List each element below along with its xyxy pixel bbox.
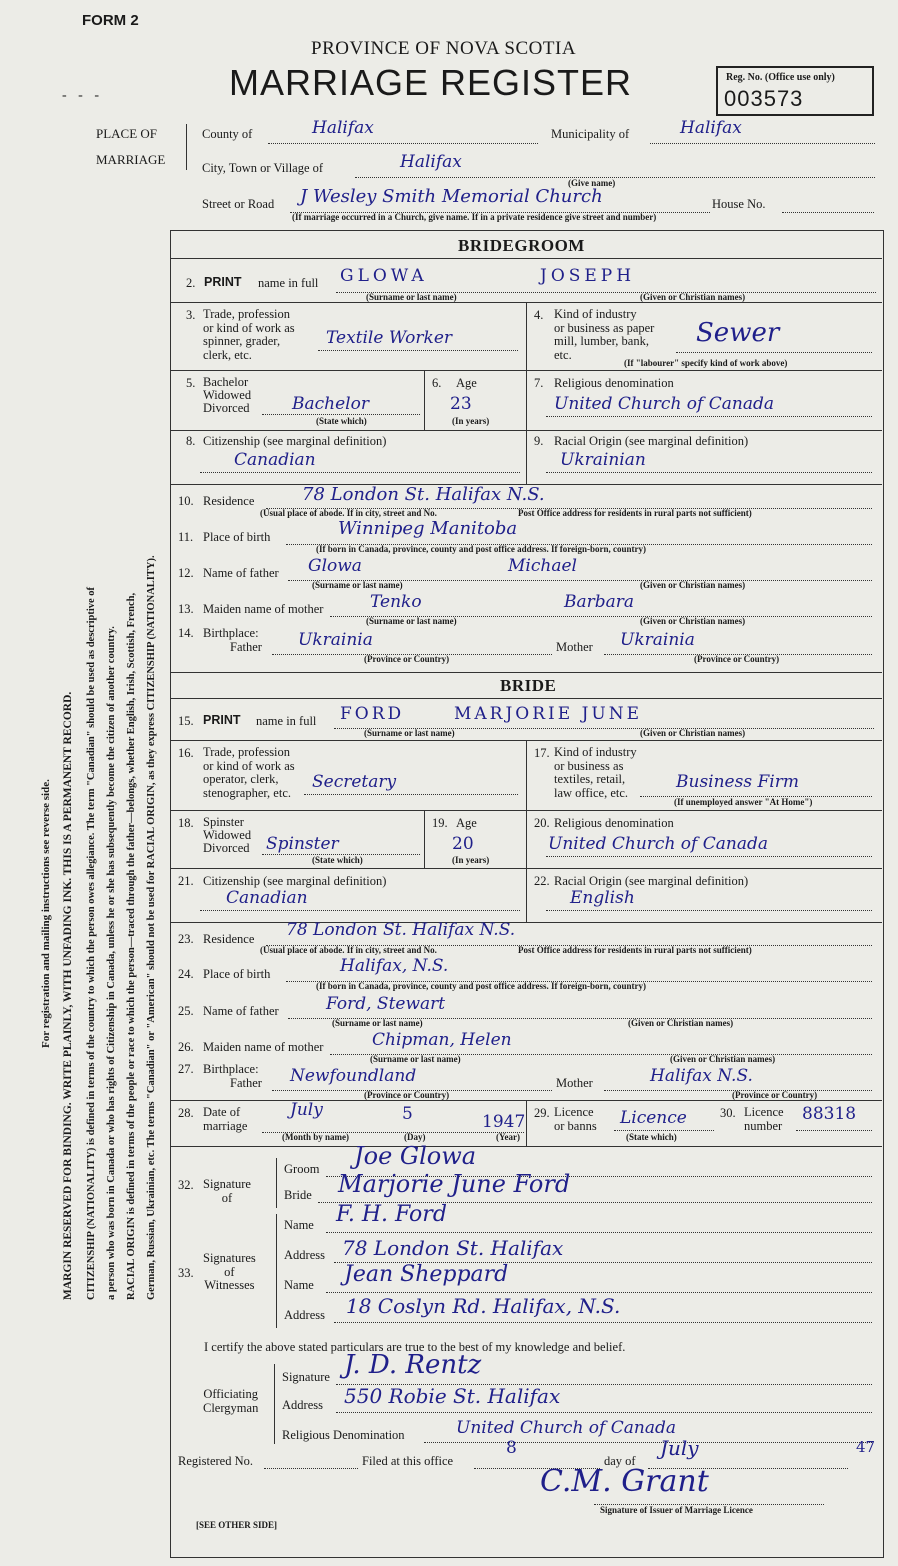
groom-print-label: PRINT (204, 275, 242, 289)
bride-industry: Business Firm (676, 772, 799, 792)
bride-ind-l3: textiles, retail, (554, 772, 626, 786)
bride-n26: 26. (178, 1040, 194, 1054)
w2-address-line (334, 1322, 872, 1323)
groom-given-hint: (Given or Christian names) (640, 292, 746, 302)
vrule-21 (526, 868, 527, 922)
groom-industry-line (676, 352, 872, 353)
groom-n4: 4. (534, 308, 544, 322)
filed-day: 8 (506, 1438, 517, 1458)
groom-mother-given: Barbara (564, 592, 635, 612)
bride-marital-label (203, 816, 251, 855)
city-hint: (Give name) (568, 178, 616, 188)
bride-trade-l3: operator, clerk, (203, 772, 279, 786)
groom-surname-hint: (Surname or last name) (366, 292, 457, 302)
groom-years-hint: (In years) (452, 416, 490, 426)
clergy-religion-label: Religious Denomination (282, 1428, 405, 1442)
groom-ind-l1: Kind of industry (554, 307, 637, 321)
bride-n22: 22. (534, 874, 550, 888)
clergy-signature: J. D. Rentz (344, 1350, 482, 1380)
bride-n20: 20. (534, 816, 550, 830)
marriage-n30: 30. (720, 1106, 736, 1120)
bride-mother: Chipman, Helen (372, 1030, 512, 1050)
groom-header-rule (171, 258, 882, 259)
bride-n23: 23. (178, 932, 194, 946)
clergy-sig-label: Signature (282, 1370, 330, 1384)
bride-name-label: name in full (256, 714, 317, 728)
bride-racial-line (546, 910, 872, 911)
groom-industry: Sewer (696, 318, 780, 348)
bride-given: MARJORIE JUNE (454, 704, 642, 724)
bride-n21: 21. (178, 874, 194, 888)
issuer-label: Signature of Issuer of Marriage Licence (600, 1505, 753, 1515)
groom-mother-given-hint: (Given or Christian names) (640, 616, 746, 626)
witness1-name: F. H. Ford (336, 1202, 447, 1227)
groom-birth: Winnipeg Manitoba (338, 518, 518, 539)
bride-ind-l1: Kind of industry (554, 745, 637, 759)
sig-l2: of (221, 1190, 233, 1205)
bride-father-bp-label: Father (230, 1076, 262, 1090)
groom-signature: Joe Glowa (354, 1142, 477, 1170)
groom-racial-line (546, 472, 872, 473)
groom-n9: 9. (534, 434, 544, 448)
sig-n32: 32. (178, 1178, 194, 1192)
filed-year: 47 (856, 1438, 876, 1456)
groom-trade: Textile Worker (326, 328, 453, 348)
vrule-5b (526, 370, 527, 430)
vrule-8 (526, 430, 527, 484)
clergy-religion-line (424, 1442, 872, 1443)
registration-number: 003573 (724, 86, 804, 111)
bride-residence-label: Residence (203, 932, 255, 946)
bride-citizenship-label: Citizenship (see marginal definition) (203, 874, 387, 888)
groom-citizenship-line (200, 472, 520, 473)
margin-binding-note: MARGIN RESERVED FOR BINDING. WRITE PLAINLY, WITH UNFADING INK. THIS IS A PERMANENT RECORD. (62, 691, 74, 1300)
witness-bracket (276, 1214, 277, 1328)
off-l1: Officiating (203, 1387, 258, 1401)
groom-birthplace-label: Birthplace: (203, 626, 259, 640)
groom-ind-l2: or business as paper (554, 320, 655, 335)
bride-marital: Spinster (266, 834, 339, 854)
sig-label (203, 1178, 251, 1205)
bride-print-label: PRINT (203, 713, 241, 727)
bride-trade-line (304, 794, 518, 795)
groom-sig-label: Groom (284, 1162, 320, 1176)
bride-top-rule (171, 672, 882, 673)
groom-n13: 13. (178, 602, 194, 616)
street-value: J Wesley Smith Memorial Church (300, 186, 603, 207)
bride-trade-l1: Trade, profession (203, 745, 291, 759)
sig-l1: Signature (203, 1177, 251, 1191)
bride-birth-label: Place of birth (203, 967, 271, 981)
licence-number: 88318 (802, 1104, 857, 1124)
bride-father-bp-hint: (Province or Country) (364, 1090, 450, 1100)
form-title: MARRIAGE REGISTER (229, 62, 633, 103)
bride-age-label: Age (456, 816, 477, 830)
marriage-n28: 28. (178, 1106, 194, 1120)
bride-father-surname-hint: (Surname or last name) (332, 1018, 423, 1028)
bride-mother-surname-hint: (Surname or last name) (370, 1054, 461, 1064)
groom-trade-l4: clerk, etc. (203, 347, 252, 362)
groom-marital-label (203, 376, 251, 415)
house-no-label: House No. (712, 197, 766, 211)
bride-surname-hint: (Surname or last name) (364, 728, 455, 738)
margin-marks: - - - (62, 88, 103, 103)
groom-n5: 5. (186, 376, 196, 390)
groom-residence: 78 London St. Halifax N.S. (302, 484, 545, 505)
bride-trade-l2: or kind of work as (203, 758, 295, 773)
see-other-side: [SEE OTHER SIDE] (196, 1520, 278, 1530)
groom-religion-label: Religious denomination (554, 376, 674, 390)
bride-section-title: BRIDE (500, 676, 557, 695)
groom-racial: Ukrainian (560, 450, 646, 470)
bride-marital-l2: Widowed (203, 828, 252, 842)
bride-father-bp: Newfoundland (290, 1066, 417, 1086)
licence-state-hint: (State which) (626, 1132, 677, 1142)
groom-mother-label: Maiden name of mother (203, 602, 324, 616)
groom-father-surname: Glowa (308, 556, 362, 576)
rule-23 (171, 922, 882, 923)
wit-l2: of (224, 1264, 235, 1279)
bride-years-hint: (In years) (452, 855, 490, 865)
vrule-16 (526, 740, 527, 810)
vrule-5a (424, 370, 425, 430)
witness2-name: Jean Sheppard (344, 1262, 509, 1287)
vrule-28 (526, 1100, 527, 1146)
place-label-2: MARRIAGE (96, 152, 166, 167)
bride-birth: Halifax, N.S. (340, 956, 449, 976)
licence-label (554, 1106, 597, 1133)
bride-industry-hint: (If unemployed answer "At Home") (674, 797, 813, 807)
bride-age: 20 (452, 834, 474, 854)
groom-n2: 2. (186, 276, 196, 290)
groom-trade-l3: spinner, grader, (203, 334, 281, 348)
municipality-label: Municipality of (551, 127, 630, 141)
w2-name-line (326, 1292, 872, 1293)
margin-instructions: For registration and mailing instructions see reverse side. (40, 779, 52, 1048)
licence-l1: Licence (554, 1105, 594, 1119)
licence-l2: or banns (554, 1118, 597, 1133)
sig-n33: 33. (178, 1266, 194, 1280)
groom-n6: 6. (432, 376, 442, 390)
bride-n27: 27. (178, 1062, 194, 1076)
registered-label: Registered No. (178, 1454, 253, 1468)
clergy-bracket (274, 1364, 275, 1444)
bride-religion: United Church of Canada (548, 834, 768, 854)
bride-mother-given-hint: (Given or Christian names) (670, 1054, 776, 1064)
groom-religion-line (546, 416, 872, 417)
marriage-month-hint: (Month by name) (282, 1132, 349, 1142)
bride-trade: Secretary (312, 772, 397, 792)
clergy-address: 550 Robie St. Halifax (344, 1384, 561, 1408)
groom-age: 23 (450, 394, 472, 414)
licence-line (614, 1130, 714, 1131)
marriage-date-label (203, 1106, 247, 1133)
bride-mother-bp: Halifax N.S. (650, 1066, 753, 1086)
groom-n7: 7. (534, 376, 544, 390)
marriage-year: 1947 (482, 1112, 526, 1132)
marriage-date-l1: Date of (203, 1105, 241, 1119)
groom-marital-l1: Bachelor (203, 375, 249, 389)
wit-l3: Witnesses (204, 1278, 255, 1292)
groom-mother-bp: Ukrainia (620, 630, 695, 650)
groom-marital-l3: Divorced (203, 401, 250, 415)
groom-marital-line (262, 414, 420, 415)
clergy-address-line (336, 1412, 872, 1413)
groom-father-surname-hint: (Surname or last name) (312, 580, 403, 590)
bride-n18: 18. (178, 816, 194, 830)
bride-citizenship-line (200, 910, 520, 911)
w1-name-label: Name (284, 1218, 314, 1232)
margin-racial-2: German, Russian, Ukrainian, etc. The terms "Canadian" or "American" should not be used for RACIAL ORIGIN, as they express CITIZENSHIP (NATIONALITY). (146, 555, 157, 1300)
groom-residence-label: Residence (203, 494, 255, 508)
marriage-date-l2: marriage (203, 1118, 248, 1133)
groom-father-label: Name of father (203, 566, 279, 580)
licence-no-l1: Licence (744, 1105, 784, 1119)
groom-citizenship: Canadian (234, 450, 316, 470)
filed-month: July (660, 1436, 699, 1460)
municipality-value: Halifax (680, 118, 742, 138)
witness1-address: 78 London St. Halifax (342, 1236, 564, 1260)
groom-citizenship-label: Citizenship (see marginal definition) (203, 434, 387, 448)
bride-residence: 78 London St. Halifax N.S. (286, 920, 516, 940)
groom-section-title: BRIDEGROOM (458, 236, 585, 255)
licence-type: Licence (620, 1108, 687, 1128)
groom-mother-bp-hint: (Province or Country) (694, 654, 780, 664)
groom-marital: Bachelor (292, 394, 369, 414)
rule-32 (171, 1146, 882, 1147)
bride-religion-label: Religious denomination (554, 816, 674, 830)
bride-industry-label (554, 746, 637, 800)
w1-address-label: Address (284, 1248, 325, 1262)
witness2-address: 18 Coslyn Rd. Halifax, N.S. (346, 1294, 621, 1318)
groom-trade-line (318, 350, 518, 351)
licence-number-label (744, 1106, 784, 1133)
bride-residence-hint-b: Post Office address for residents in rural parts not sufficient) (518, 945, 752, 955)
groom-religion: United Church of Canada (554, 394, 774, 414)
form-number: FORM 2 (82, 12, 139, 29)
bride-father-label: Name of father (203, 1004, 279, 1018)
bride-racial: English (570, 888, 635, 908)
bride-ind-l2: or business as (554, 758, 624, 773)
groom-mother-bp-label: Mother (556, 640, 593, 654)
bride-n19: 19. (432, 816, 448, 830)
groom-birth-hint: (If born in Canada, province, county and post office address. If foreign-born, country) (316, 544, 647, 554)
city-value: Halifax (400, 152, 462, 172)
registration-label: Reg. No. (Office use only) (726, 72, 835, 83)
registered-line (264, 1468, 358, 1469)
margin-citizenship-1: CITIZENSHIP (NATIONALITY) is defined in terms of the country to which the person owes allegiance. The term "Canadian" should be used as descriptive of (86, 586, 97, 1300)
registration-box (716, 66, 874, 116)
groom-father-bp-hint: (Province or Country) (364, 654, 450, 664)
groom-birth-label: Place of birth (203, 530, 271, 544)
off-l2: Clergyman (203, 1400, 259, 1415)
groom-father-given-hint: (Given or Christian names) (640, 580, 746, 590)
county-line (268, 143, 538, 144)
marriage-day-hint: (Day) (404, 1132, 426, 1142)
groom-trade-l1: Trade, profession (203, 307, 291, 321)
groom-state-hint: (State which) (316, 416, 367, 426)
bride-birth-hint: (If born in Canada, province, county and post office address. If foreign-born, country) (316, 981, 647, 991)
marriage-n29: 29. (534, 1106, 550, 1120)
street-hint: (If marriage occurred in a Church, give name. If in a private residence give street and number) (292, 212, 657, 222)
house-no-line (782, 212, 874, 213)
bride-citizenship: Canadian (226, 888, 308, 908)
bride-father: Ford, Stewart (326, 994, 446, 1014)
marriage-year-hint: (Year) (496, 1132, 520, 1142)
w1-name-line (326, 1232, 872, 1233)
groom-residence-hint: (Usual place of abode. If in city, street and No. (260, 508, 437, 518)
licence-number-line (796, 1130, 872, 1131)
bride-signature: Marjorie June Ford (338, 1170, 571, 1198)
county-value: Halifax (312, 118, 374, 138)
groom-racial-label: Racial Origin (see marginal definition) (554, 434, 749, 448)
groom-father-given: Michael (508, 556, 577, 576)
bride-state-hint: (State which) (312, 855, 363, 865)
bride-father-given-hint: (Given or Christian names) (628, 1018, 734, 1028)
bride-residence-hint: (Usual place of abode. If in city, street and No. (260, 945, 437, 955)
groom-ind-l4: etc. (554, 347, 572, 362)
bride-marital-l3: Divorced (203, 841, 250, 855)
groom-n10: 10. (178, 494, 194, 508)
groom-n14: 14. (178, 626, 194, 640)
groom-marital-l2: Widowed (203, 388, 252, 402)
bride-given-hint: (Given or Christian names) (640, 728, 746, 738)
county-label: County of (202, 127, 253, 141)
groom-industry-hint: (If "labourer" specify kind of work above) (624, 358, 788, 368)
bride-marital-l1: Spinster (203, 815, 244, 829)
bride-ind-l4: law office, etc. (554, 785, 629, 800)
margin-citizenship-2: a person who was born in Canada or who has rights of Citizenship in Canada, unless he or she has subsequently become the citizen of another country. (106, 626, 117, 1300)
bride-n15: 15. (178, 714, 194, 728)
groom-father-bp-label: Father (230, 640, 262, 654)
bride-surname: FORD (340, 704, 405, 724)
place-bracket (186, 124, 187, 170)
marriage-month: July (290, 1100, 323, 1120)
street-label: Street or Road (202, 197, 275, 211)
vrule-18a (424, 810, 425, 868)
groom-n8: 8. (186, 434, 196, 448)
bride-racial-label: Racial Origin (see marginal definition) (554, 874, 749, 888)
bride-n24: 24. (178, 967, 194, 981)
witness-label (203, 1252, 256, 1293)
bride-sig-label: Bride (284, 1188, 312, 1202)
groom-given: JOSEPH (540, 266, 636, 286)
groom-n3: 3. (186, 308, 196, 322)
bride-n16: 16. (178, 746, 194, 760)
bride-trade-label (203, 746, 295, 800)
groom-mother-surname-hint: (Surname or last name) (366, 616, 457, 626)
bride-birthplace-label: Birthplace: (203, 1062, 259, 1076)
groom-n12: 12. (178, 566, 194, 580)
groom-industry-label (554, 308, 654, 362)
bride-mother-bp-hint: (Province or Country) (732, 1090, 818, 1100)
licence-no-l2: number (744, 1118, 783, 1133)
province-heading: PROVINCE OF NOVA SCOTIA (311, 38, 577, 59)
day-of-label: day of (604, 1454, 636, 1468)
municipality-line (650, 143, 875, 144)
groom-residence-hint-b: Post Office address for residents in rural parts not sufficient) (518, 508, 752, 518)
groom-n11: 11. (178, 530, 194, 544)
clergy-address-label: Address (282, 1398, 323, 1412)
groom-age-label: Age (456, 376, 477, 390)
marriage-day: 5 (402, 1104, 413, 1124)
bride-header-rule (171, 698, 882, 699)
certification-statement: I certify the above stated particulars are true to the best of my knowledge and belief. (204, 1340, 626, 1354)
wit-l1: Signatures (203, 1251, 256, 1265)
filed-label: Filed at this office (362, 1454, 454, 1468)
groom-trade-l2: or kind of work as (203, 320, 295, 335)
bride-n25: 25. (178, 1004, 194, 1018)
bride-mother-label: Maiden name of mother (203, 1040, 324, 1054)
bride-religion-line (546, 856, 872, 857)
vrule-18b (526, 810, 527, 868)
groom-trade-label (203, 308, 295, 362)
bride-trade-l4: stenographer, etc. (203, 785, 292, 800)
groom-ind-l3: mill, lumber, bank, (554, 334, 649, 348)
city-label: City, Town or Village of (202, 161, 324, 175)
w2-address-label: Address (284, 1308, 325, 1322)
clergy-religion: United Church of Canada (456, 1418, 676, 1438)
margin-racial-1: RACIAL ORIGIN is defined in terms of the people or race to which the person—traced through the father—belongs, whether English, Irish, Scottish, French, (126, 592, 137, 1300)
groom-mother-surname: Tenko (370, 592, 422, 612)
place-label-1: PLACE OF (96, 126, 158, 141)
sig-bracket (276, 1158, 277, 1208)
bride-mother-bp-label: Mother (556, 1076, 593, 1090)
groom-surname: GLOWA (340, 266, 428, 286)
groom-father-bp: Ukrainia (298, 630, 373, 650)
issuer-signature: C.M. Grant (540, 1464, 709, 1499)
vrule-3 (526, 302, 527, 370)
w2-name-label: Name (284, 1278, 314, 1292)
clergy-label (203, 1388, 258, 1415)
bride-n17: 17. (534, 746, 550, 760)
groom-name-label: name in full (258, 276, 319, 290)
